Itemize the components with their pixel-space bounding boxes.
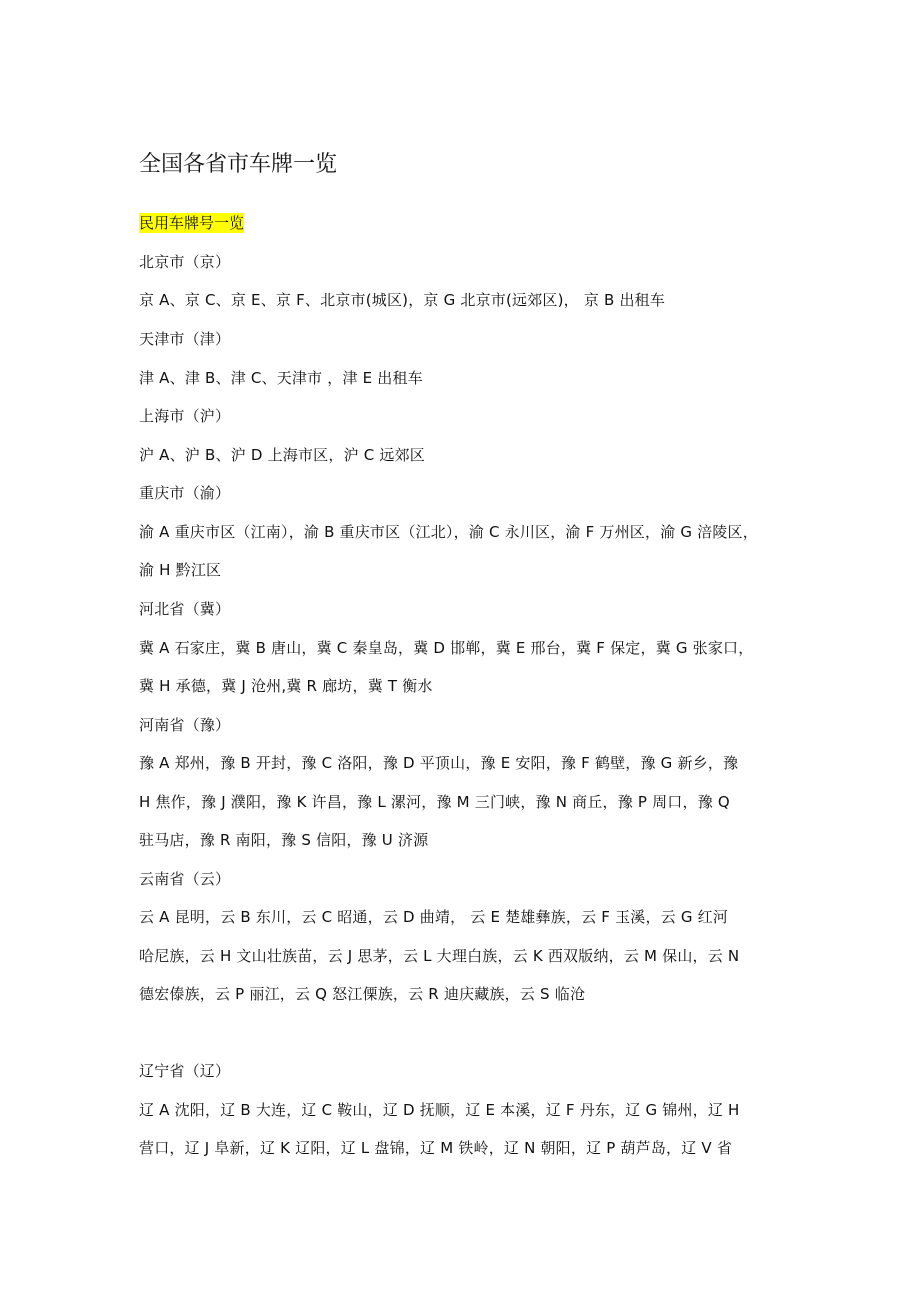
- province-heading: 天津市（津）: [139, 330, 231, 348]
- province-plates: 京 A、京 C、京 E、京 F、北京市(城区)，京 G 北京市(远郊区)， 京 B 出租车: [139, 291, 666, 309]
- province-plates: 津 A、津 B、津 C、天津市 ，津 E 出租车: [139, 369, 423, 387]
- province-plates: 辽 A 沈阳，辽 B 大连，辽 C 鞍山，辽 D 抚顺，辽 E 本溪，辽 F 丹东，辽 G 锦州，辽 H: [139, 1101, 740, 1119]
- province-heading: 上海市（沪）: [139, 407, 231, 425]
- province-heading: 河北省（冀）: [139, 600, 231, 618]
- province-plates: H 焦作，豫 J 濮阳，豫 K 许昌，豫 L 漯河，豫 M 三门峡，豫 N 商丘，豫 P 周口，豫 Q: [139, 793, 730, 811]
- province-plates: 冀 H 承德，冀 J 沧州,冀 R 廊坊，冀 T 衡水: [139, 677, 433, 695]
- document-title: 全国各省市车牌一览: [139, 152, 338, 177]
- province-plates: 渝 H 黔江区: [139, 561, 222, 579]
- province-plates: 沪 A、沪 B、沪 D 上海市区，沪 C 远郊区: [139, 446, 425, 464]
- province-heading: 重庆市（渝）: [139, 484, 231, 502]
- section-label: [139, 211, 244, 235]
- province-plates: 营口，辽 J 阜新，辽 K 辽阳，辽 L 盘锦，辽 M 铁岭，辽 N 朝阳，辽 P 葫芦岛，辽 V 省: [139, 1139, 733, 1157]
- province-plates: 云 A 昆明，云 B 东川，云 C 昭通，云 D 曲靖， 云 E 楚雄彝族，云 F 玉溪，云 G 红河: [139, 908, 729, 926]
- province-plates: 渝 A 重庆市区（江南），渝 B 重庆市区（江北），渝 C 永川区，渝 F 万州区，渝 G 涪陵区，: [139, 523, 758, 541]
- province-heading: 云南省（云）: [139, 870, 231, 888]
- highlighted-section-label: 民用车牌号一览: [139, 214, 245, 232]
- province-heading: 北京市（京）: [139, 253, 231, 271]
- province-plates: 豫 A 郑州，豫 B 开封，豫 C 洛阳，豫 D 平顶山，豫 E 安阳，豫 F 鹤壁，豫 G 新乡，豫: [139, 754, 739, 772]
- province-heading: 辽宁省（辽）: [139, 1062, 231, 1080]
- province-plates: 哈尼族，云 H 文山壮族苗，云 J 思茅，云 L 大理白族，云 K 西双版纳，云 M 保山，云 N: [139, 947, 740, 965]
- province-plates: 驻马店，豫 R 南阳，豫 S 信阳，豫 U 济源: [139, 831, 429, 849]
- province-heading: 河南省（豫）: [139, 716, 231, 734]
- province-plates: 冀 A 石家庄，冀 B 唐山，冀 C 秦皇岛，冀 D 邯郸，冀 E 邢台，冀 F 保定，冀 G 张家口，: [139, 639, 754, 657]
- province-plates: 德宏傣族，云 P 丽江，云 Q 怒江傈族，云 R 迪庆藏族，云 S 临沧: [139, 985, 586, 1003]
